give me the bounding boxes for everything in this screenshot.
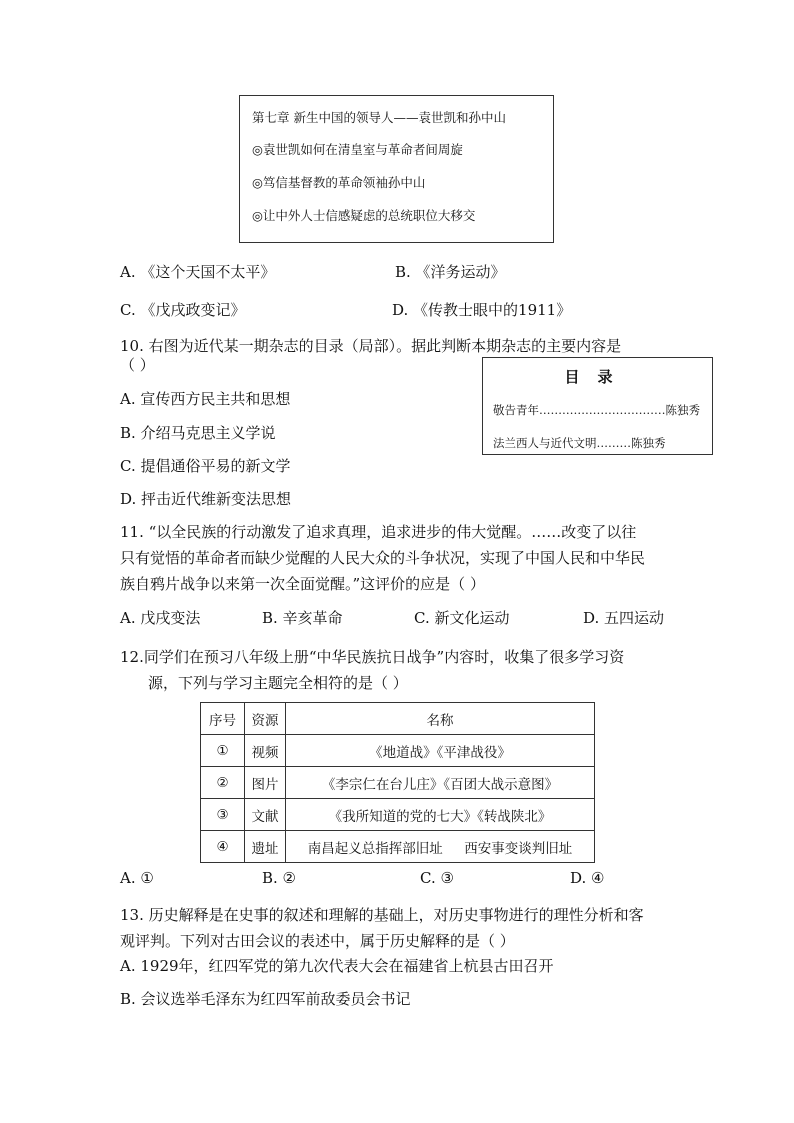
q9-option-b: B. 《洋务运动》 [395, 263, 506, 281]
catalog-entry: 敬告青年……………………………陈独秀 [493, 403, 700, 417]
q10-stem: 10. 右图为近代某一期杂志的目录（局部）。据此判断本期杂志的主要内容是 [120, 337, 622, 355]
table-cell: 南昌起义总指挥部旧址 西安事变谈判旧址 [286, 831, 595, 863]
q11-option-d: D. 五四运动 [583, 609, 665, 627]
table-row [201, 735, 595, 767]
q13-option-b: B. 会议选举毛泽东为红四军前敌委员会书记 [120, 990, 411, 1008]
q9-option-a: A. 《这个天国不太平》 [120, 263, 276, 281]
q12-line-2: 源，下列与学习主题完全相符的是（ ） [148, 674, 408, 692]
table-header-cell: 序号 [201, 703, 245, 735]
q10-option-b: B. 介绍马克思主义学说 [120, 424, 276, 442]
q11-line-2: 只有觉悟的革命者而缺少觉醒的人民大众的斗争状况，实现了中国人民和中华民 [120, 549, 646, 567]
table-cell: 《地道战》《平津战役》 [286, 735, 595, 767]
chapter-contents-box [239, 95, 554, 243]
q10-option-a: A. 宣传西方民主共和思想 [120, 390, 291, 408]
table-cell: 遗址 [245, 831, 286, 863]
table-cell: ③ [201, 799, 245, 831]
q10-option-d: D. 抨击近代维新变法思想 [120, 490, 292, 508]
table-row [201, 767, 595, 799]
q11-option-a: A. 戊戌变法 [120, 609, 201, 627]
chapter-item: ◎袁世凯如何在清皇室与革命者间周旋 [252, 142, 463, 157]
q11-option-c: C. 新文化运动 [414, 609, 510, 627]
table-cell: 《李宗仁在台儿庄》《百团大战示意图》 [286, 767, 595, 799]
q9-option-c: C. 《戊戌政变记》 [120, 301, 246, 319]
table-cell: ① [201, 735, 245, 767]
magazine-catalog-box [482, 357, 713, 455]
q11-line-3: 族自鸦片战争以来第一次全面觉醒。”这评价的应是（ ） [120, 575, 485, 593]
chapter-item: ◎让中外人士信感疑虑的总统职位大移交 [252, 208, 476, 223]
table-cell: 图片 [245, 767, 286, 799]
table-row [201, 831, 595, 863]
chapter-title: 第七章 新生中国的领导人——袁世凯和孙中山 [252, 110, 506, 125]
q12-option-a: A. ① [120, 869, 154, 887]
q12-option-c: C. ③ [420, 869, 454, 887]
q13-option-a: A. 1929年，红四军党的第九次代表大会在福建省上杭县古田召开 [120, 957, 554, 975]
q13-line-1: 13. 历史解释是在史事的叙述和理解的基础上，对历史事物进行的理性分析和客 [120, 906, 644, 924]
catalog-entry: 法兰西人与近代文明………陈独秀 [493, 436, 666, 450]
table-header-row [201, 703, 595, 735]
q12-option-b: B. ② [262, 869, 297, 887]
q13-line-2: 观评判。下列对古田会议的表述中，属于历史解释的是（ ） [120, 932, 515, 950]
table-cell: 《我所知道的党的七大》《转战陕北》 [286, 799, 595, 831]
table-header-cell: 名称 [286, 703, 595, 735]
catalog-title: 目录 [564, 368, 631, 386]
q11-line-1: 11. “以全民族的行动激发了追求真理，追求进步的伟大觉醒。……改变了以往 [120, 523, 637, 541]
table-cell: 视频 [245, 735, 286, 767]
q10-option-c: C. 提倡通俗平易的新文学 [120, 457, 291, 475]
q9-option-d: D. 《传教士眼中的1911》 [392, 301, 572, 319]
table-header-cell: 资源 [245, 703, 286, 735]
table-cell: 文献 [245, 799, 286, 831]
resource-table [200, 702, 595, 863]
q12-line-1: 12.同学们在预习八年级上册“中华民族抗日战争”内容时，收集了很多学习资 [120, 648, 625, 666]
table-cell: ④ [201, 831, 245, 863]
chapter-item: ◎笃信基督教的革命领袖孙中山 [252, 175, 426, 190]
table-row [201, 799, 595, 831]
q10-answer-paren: （ ） [120, 356, 155, 374]
q11-option-b: B. 辛亥革命 [262, 609, 343, 627]
table-cell: ② [201, 767, 245, 799]
q12-option-d: D. ④ [570, 869, 605, 887]
